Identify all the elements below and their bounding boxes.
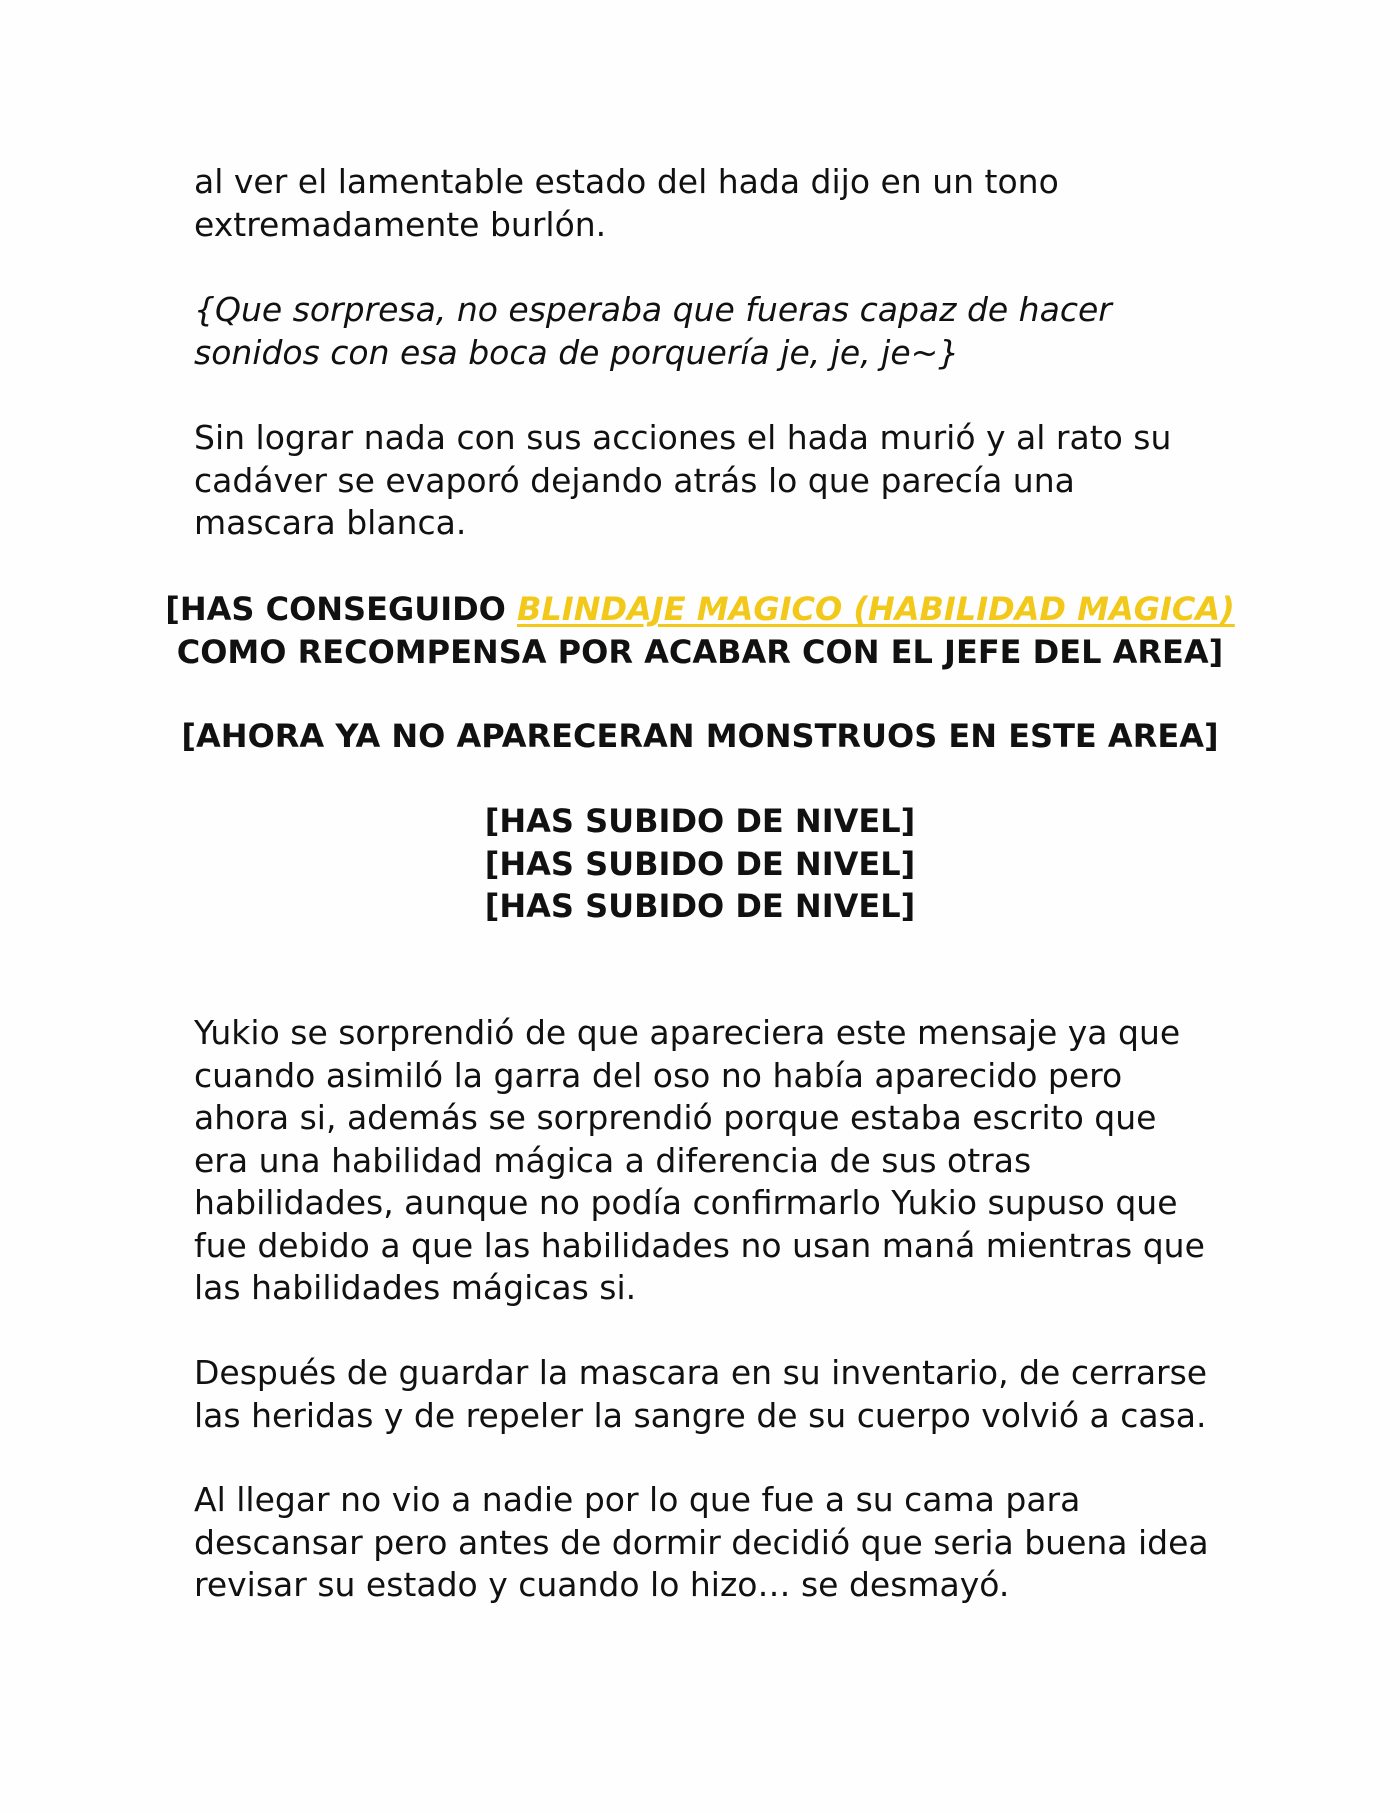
paragraph-fairy-death: Sin lograr nada con sus acciones el hada murió y al rato su cadáver se evaporó dejando atrás lo que parecía una mascara blanca. <box>194 418 1172 542</box>
skill-link[interactable]: BLINDAJE MAGICO (HABILIDAD MAGICA) <box>517 590 1235 628</box>
level-up-message: [HAS SUBIDO DE NIVEL] <box>484 802 916 840</box>
reward-prefix: [HAS CONSEGUIDO <box>165 590 518 628</box>
paragraph-faint: Al llegar no vio a nadie por lo que fue a su cama para descansar pero antes de dormir decidió que seria buena idea revisar su estado y cuando lo hizo… se desmayó. <box>194 1480 1209 1604</box>
paragraph-narration-intro: al ver el lamentable estado del hada dijo en un tono extremadamente burlón. <box>194 162 1059 244</box>
paragraph-yukio-surprise: Yukio se sorprendió de que apareciera este mensaje ya que cuando asimiló la garra del oso no había aparecido pero ahora si, además se sorprendió porque estaba escrito que era una habilidad mágica a diferencia de sus otras habilidades, aunque no podía confirmarlo Yukio supuso que fue debido a que las habilidades no usan maná mientras que las habilidades mágicas si. <box>194 1013 1205 1307</box>
system-message-level-up-group <box>0 800 1400 928</box>
system-message-no-monsters: [AHORA YA NO APARECERAN MONSTRUOS EN ESTE AREA] <box>181 717 1219 755</box>
level-up-message: [HAS SUBIDO DE NIVEL] <box>484 844 916 883</box>
paragraph-dialogue: {Que sorpresa, no esperaba que fueras capaz de hacer sonidos con esa boca de porquería je, je, je~} <box>194 290 1112 372</box>
reward-line-1 <box>0 588 1400 631</box>
paragraph-inventory: Después de guardar la mascara en su inventario, de cerrarse las heridas y de repeler la sangre de su cuerpo volvió a casa. <box>194 1353 1208 1435</box>
level-up-message: [HAS SUBIDO DE NIVEL] <box>484 887 916 925</box>
system-message-reward <box>0 588 1400 673</box>
reward-line-2: COMO RECOMPENSA POR ACABAR CON EL JEFE DEL AREA] <box>176 632 1224 671</box>
